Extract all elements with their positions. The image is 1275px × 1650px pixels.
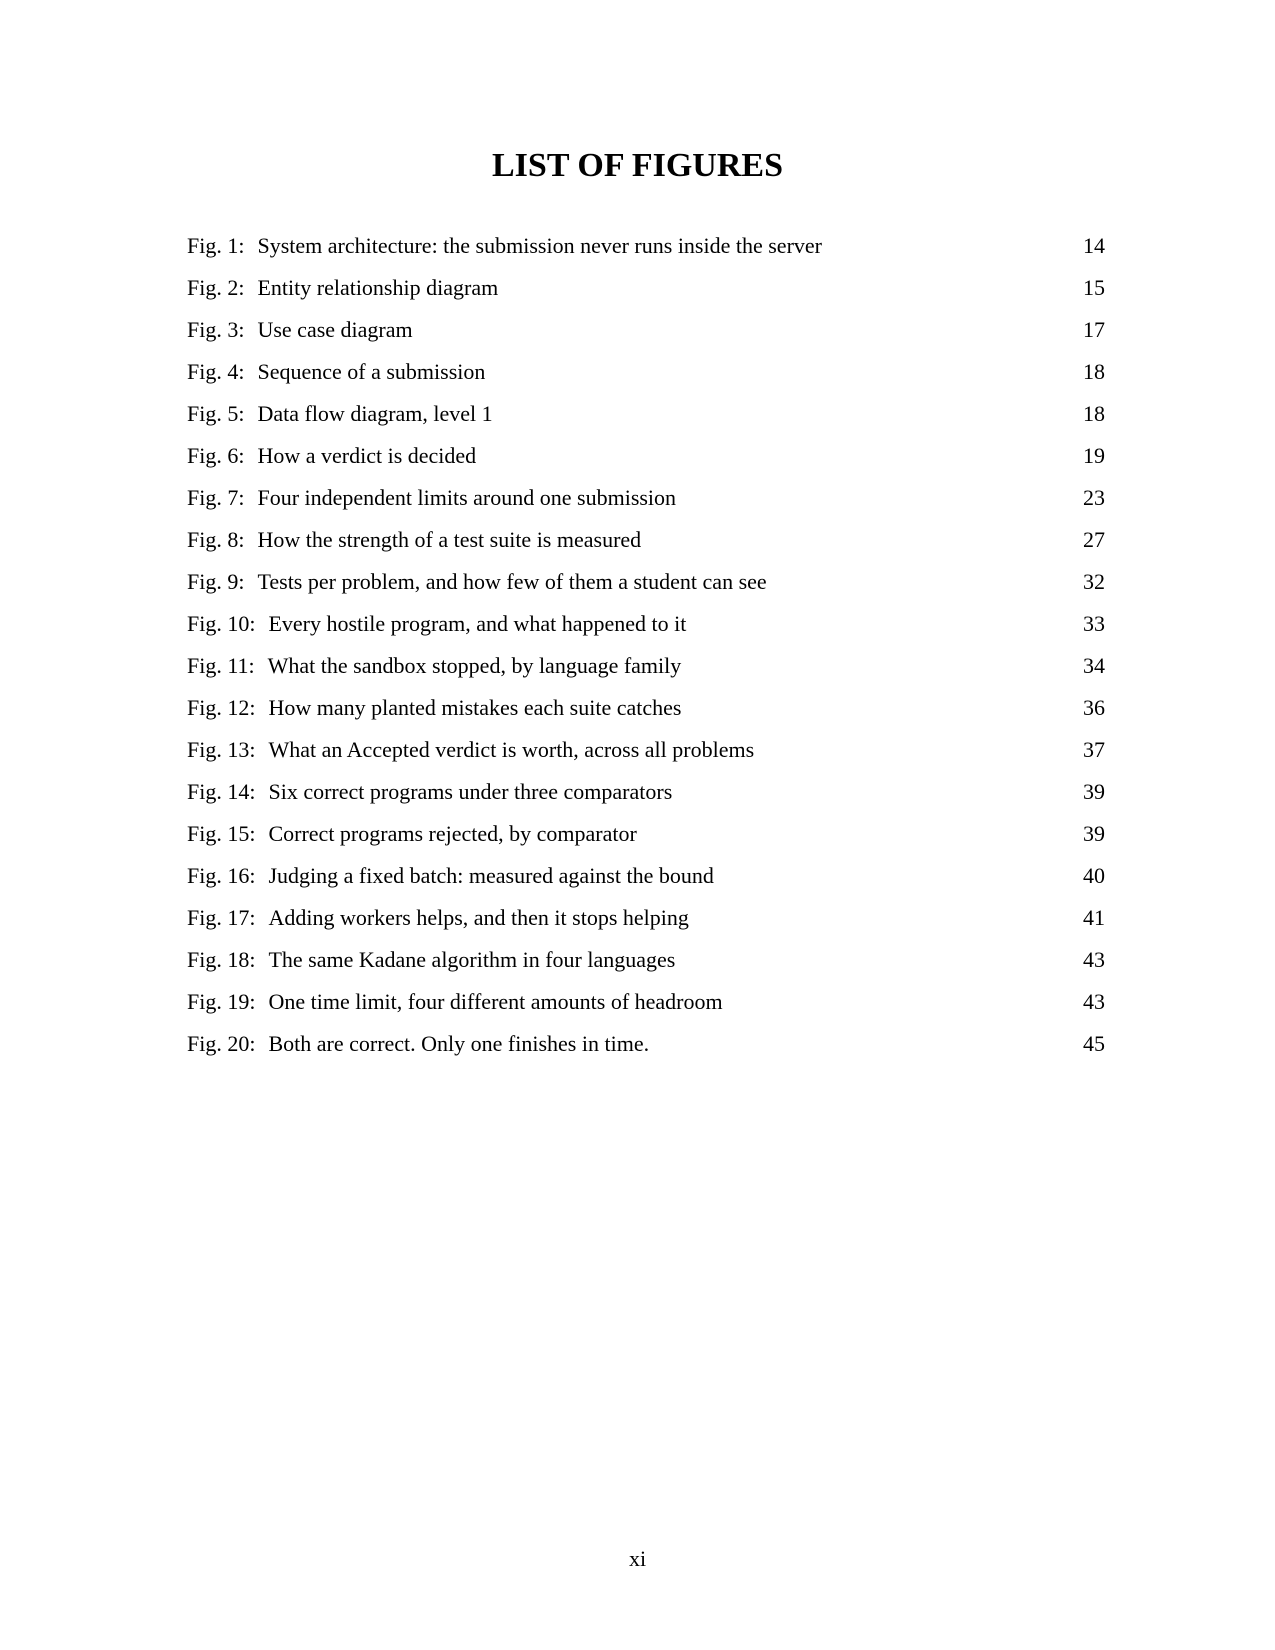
figure-caption: Tests per problem, and how few of them a student can see (257, 569, 767, 594)
figure-caption: Both are correct. Only one finishes in time. (268, 1031, 650, 1056)
figure-entry (187, 821, 1105, 863)
figure-caption: Sequence of a submission (257, 359, 486, 384)
figure-entry (187, 569, 1105, 611)
figure-entry (187, 485, 1105, 527)
figure-entry (187, 527, 1105, 569)
figure-label: Fig. 7: (187, 485, 245, 510)
figure-caption: One time limit, four different amounts of headroom (268, 989, 723, 1014)
figure-label: Fig. 10: (187, 611, 256, 636)
figure-entry (187, 863, 1105, 905)
figure-page-number: 34 (1083, 653, 1105, 678)
figure-entry (187, 359, 1105, 401)
figure-entry (187, 401, 1105, 443)
figure-label: Fig. 9: (187, 569, 245, 594)
figure-page-number: 18 (1083, 401, 1105, 426)
figure-caption: Data flow diagram, level 1 (257, 401, 493, 426)
figure-label: Fig. 18: (187, 947, 256, 972)
figure-page-number: 18 (1083, 359, 1105, 384)
figure-page-number: 17 (1083, 317, 1105, 342)
figure-caption: What an Accepted verdict is worth, across all problems (268, 737, 755, 762)
figure-entry (187, 653, 1105, 695)
figure-caption: How many planted mistakes each suite catches (268, 695, 682, 720)
page-number: xi (628, 1546, 647, 1571)
figure-entry (187, 737, 1105, 779)
figure-caption: How the strength of a test suite is measured (257, 527, 642, 552)
figure-page-number: 39 (1083, 779, 1105, 804)
figure-label: Fig. 11: (187, 653, 255, 678)
figure-entry (187, 443, 1105, 485)
figure-label: Fig. 6: (187, 443, 245, 468)
figure-caption: Entity relationship diagram (257, 275, 499, 300)
figure-page-number: 41 (1083, 905, 1105, 930)
figure-label: Fig. 2: (187, 275, 245, 300)
figure-entry (187, 989, 1105, 1031)
figure-entry (187, 779, 1105, 821)
figure-page-number: 32 (1083, 569, 1105, 594)
figure-entry (187, 905, 1105, 947)
figure-entry (187, 317, 1105, 359)
figure-label: Fig. 5: (187, 401, 245, 426)
figure-caption: Adding workers helps, and then it stops helping (268, 905, 689, 930)
figure-page-number: 15 (1083, 275, 1105, 300)
figure-page-number: 19 (1083, 443, 1105, 468)
figure-label: Fig. 14: (187, 779, 256, 804)
figure-label: Fig. 4: (187, 359, 245, 384)
figure-entry (187, 611, 1105, 653)
figure-caption: Judging a fixed batch: measured against the bound (268, 863, 714, 888)
figure-page-number: 23 (1083, 485, 1105, 510)
figure-entry (187, 695, 1105, 737)
figure-label: Fig. 8: (187, 527, 245, 552)
figure-caption: Every hostile program, and what happened to it (268, 611, 687, 636)
figure-page-number: 37 (1083, 737, 1105, 762)
figure-label: Fig. 13: (187, 737, 256, 762)
figure-label: Fig. 15: (187, 821, 256, 846)
figure-label: Fig. 17: (187, 905, 256, 930)
figure-entry (187, 233, 1105, 275)
figure-page-number: 27 (1083, 527, 1105, 552)
figure-page-number: 33 (1083, 611, 1105, 636)
figure-page-number: 14 (1083, 233, 1105, 258)
figure-caption: How a verdict is decided (257, 443, 477, 468)
figure-caption: System architecture: the submission never runs inside the server (257, 233, 822, 258)
figure-label: Fig. 19: (187, 989, 256, 1014)
figure-caption: Six correct programs under three comparators (268, 779, 673, 804)
figure-caption: The same Kadane algorithm in four languages (268, 947, 676, 972)
figure-page-number: 43 (1083, 947, 1105, 972)
figure-label: Fig. 3: (187, 317, 245, 342)
figure-entry (187, 1031, 1105, 1073)
figure-page-number: 36 (1083, 695, 1105, 720)
figure-page-number: 43 (1083, 989, 1105, 1014)
figure-caption: Use case diagram (257, 317, 413, 342)
figure-label: Fig. 12: (187, 695, 256, 720)
page-title: LIST OF FIGURES (492, 147, 783, 184)
figure-entry (187, 275, 1105, 317)
figure-label: Fig. 16: (187, 863, 256, 888)
figure-label: Fig. 20: (187, 1031, 256, 1056)
figure-label: Fig. 1: (187, 233, 245, 258)
figure-caption: Four independent limits around one submission (257, 485, 677, 510)
figure-page-number: 45 (1083, 1031, 1105, 1056)
figure-page-number: 39 (1083, 821, 1105, 846)
figure-entry (187, 947, 1105, 989)
figure-list (187, 233, 1105, 1073)
figure-caption: Correct programs rejected, by comparator (268, 821, 637, 846)
figure-page-number: 40 (1083, 863, 1105, 888)
figure-caption: What the sandbox stopped, by language family (267, 653, 682, 678)
